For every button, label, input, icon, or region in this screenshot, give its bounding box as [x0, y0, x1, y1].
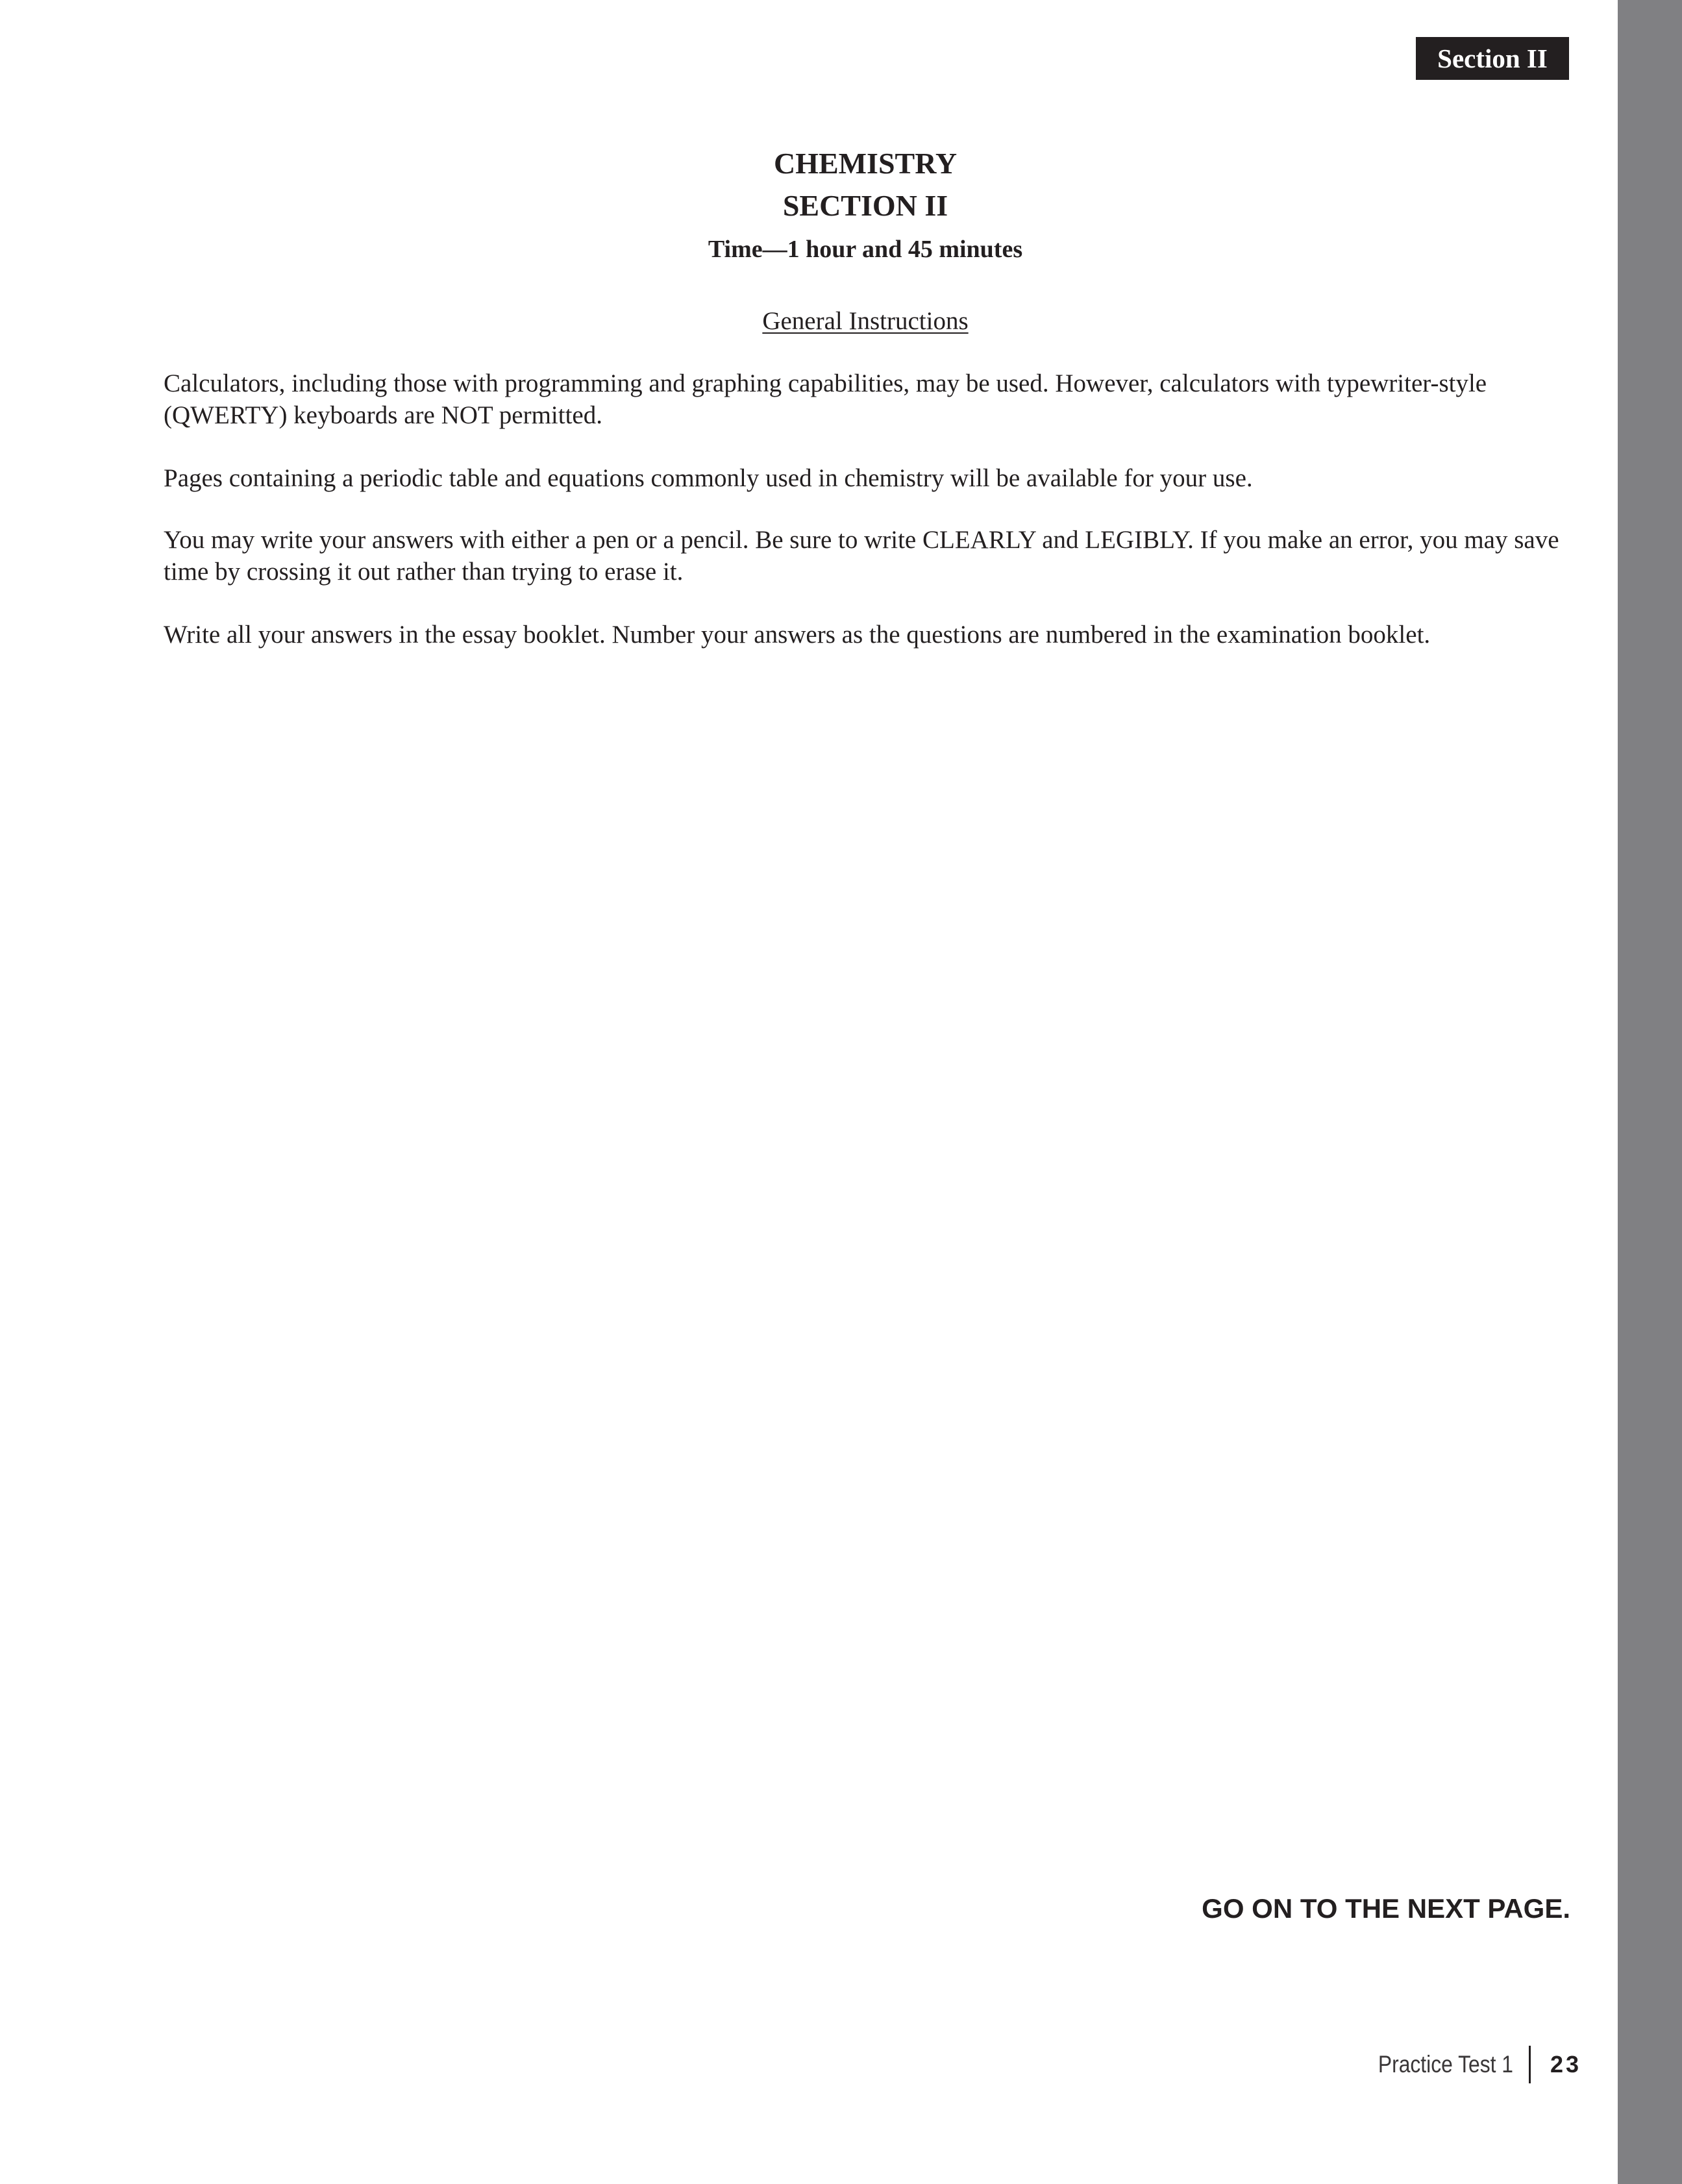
instructions-heading-text: General Instructions — [762, 307, 969, 335]
side-margin-strip — [1618, 0, 1682, 2184]
footer-label: Practice Test 1 — [1378, 2051, 1513, 2078]
instruction-paragraph: Write all your answers in the essay booklet. Number your answers as the questions are numbered in the examination booklet. — [164, 621, 1431, 649]
section-tab: Section II — [1416, 37, 1569, 80]
subject-title: CHEMISTRY — [773, 147, 958, 180]
go-on-next-page: GO ON TO THE NEXT PAGE. — [1202, 1893, 1570, 1924]
page-footer — [1356, 2045, 1581, 2084]
instructions-heading — [164, 305, 1567, 338]
section-title: SECTION II — [782, 189, 948, 222]
footer-divider — [1529, 2046, 1531, 2083]
instruction-paragraph: You may write your answers with either a pen or a pencil. Be sure to write CLEARLY and LEGIBLY. If you make an error, you may save time by crossing it out rather than trying to erase it. — [164, 526, 1559, 586]
instruction-paragraph: Calculators, including those with programming and graphing capabilities, may be used. However, calculators with typewriter-style (QWERTY) keyboards are NOT permitted. — [164, 369, 1487, 429]
instruction-paragraph: Pages containing a periodic table and equations commonly used in chemistry will be available for your use. — [164, 464, 1253, 492]
time-limit: Time—1 hour and 45 minutes — [708, 236, 1023, 263]
page-number: 23 — [1550, 2051, 1581, 2078]
